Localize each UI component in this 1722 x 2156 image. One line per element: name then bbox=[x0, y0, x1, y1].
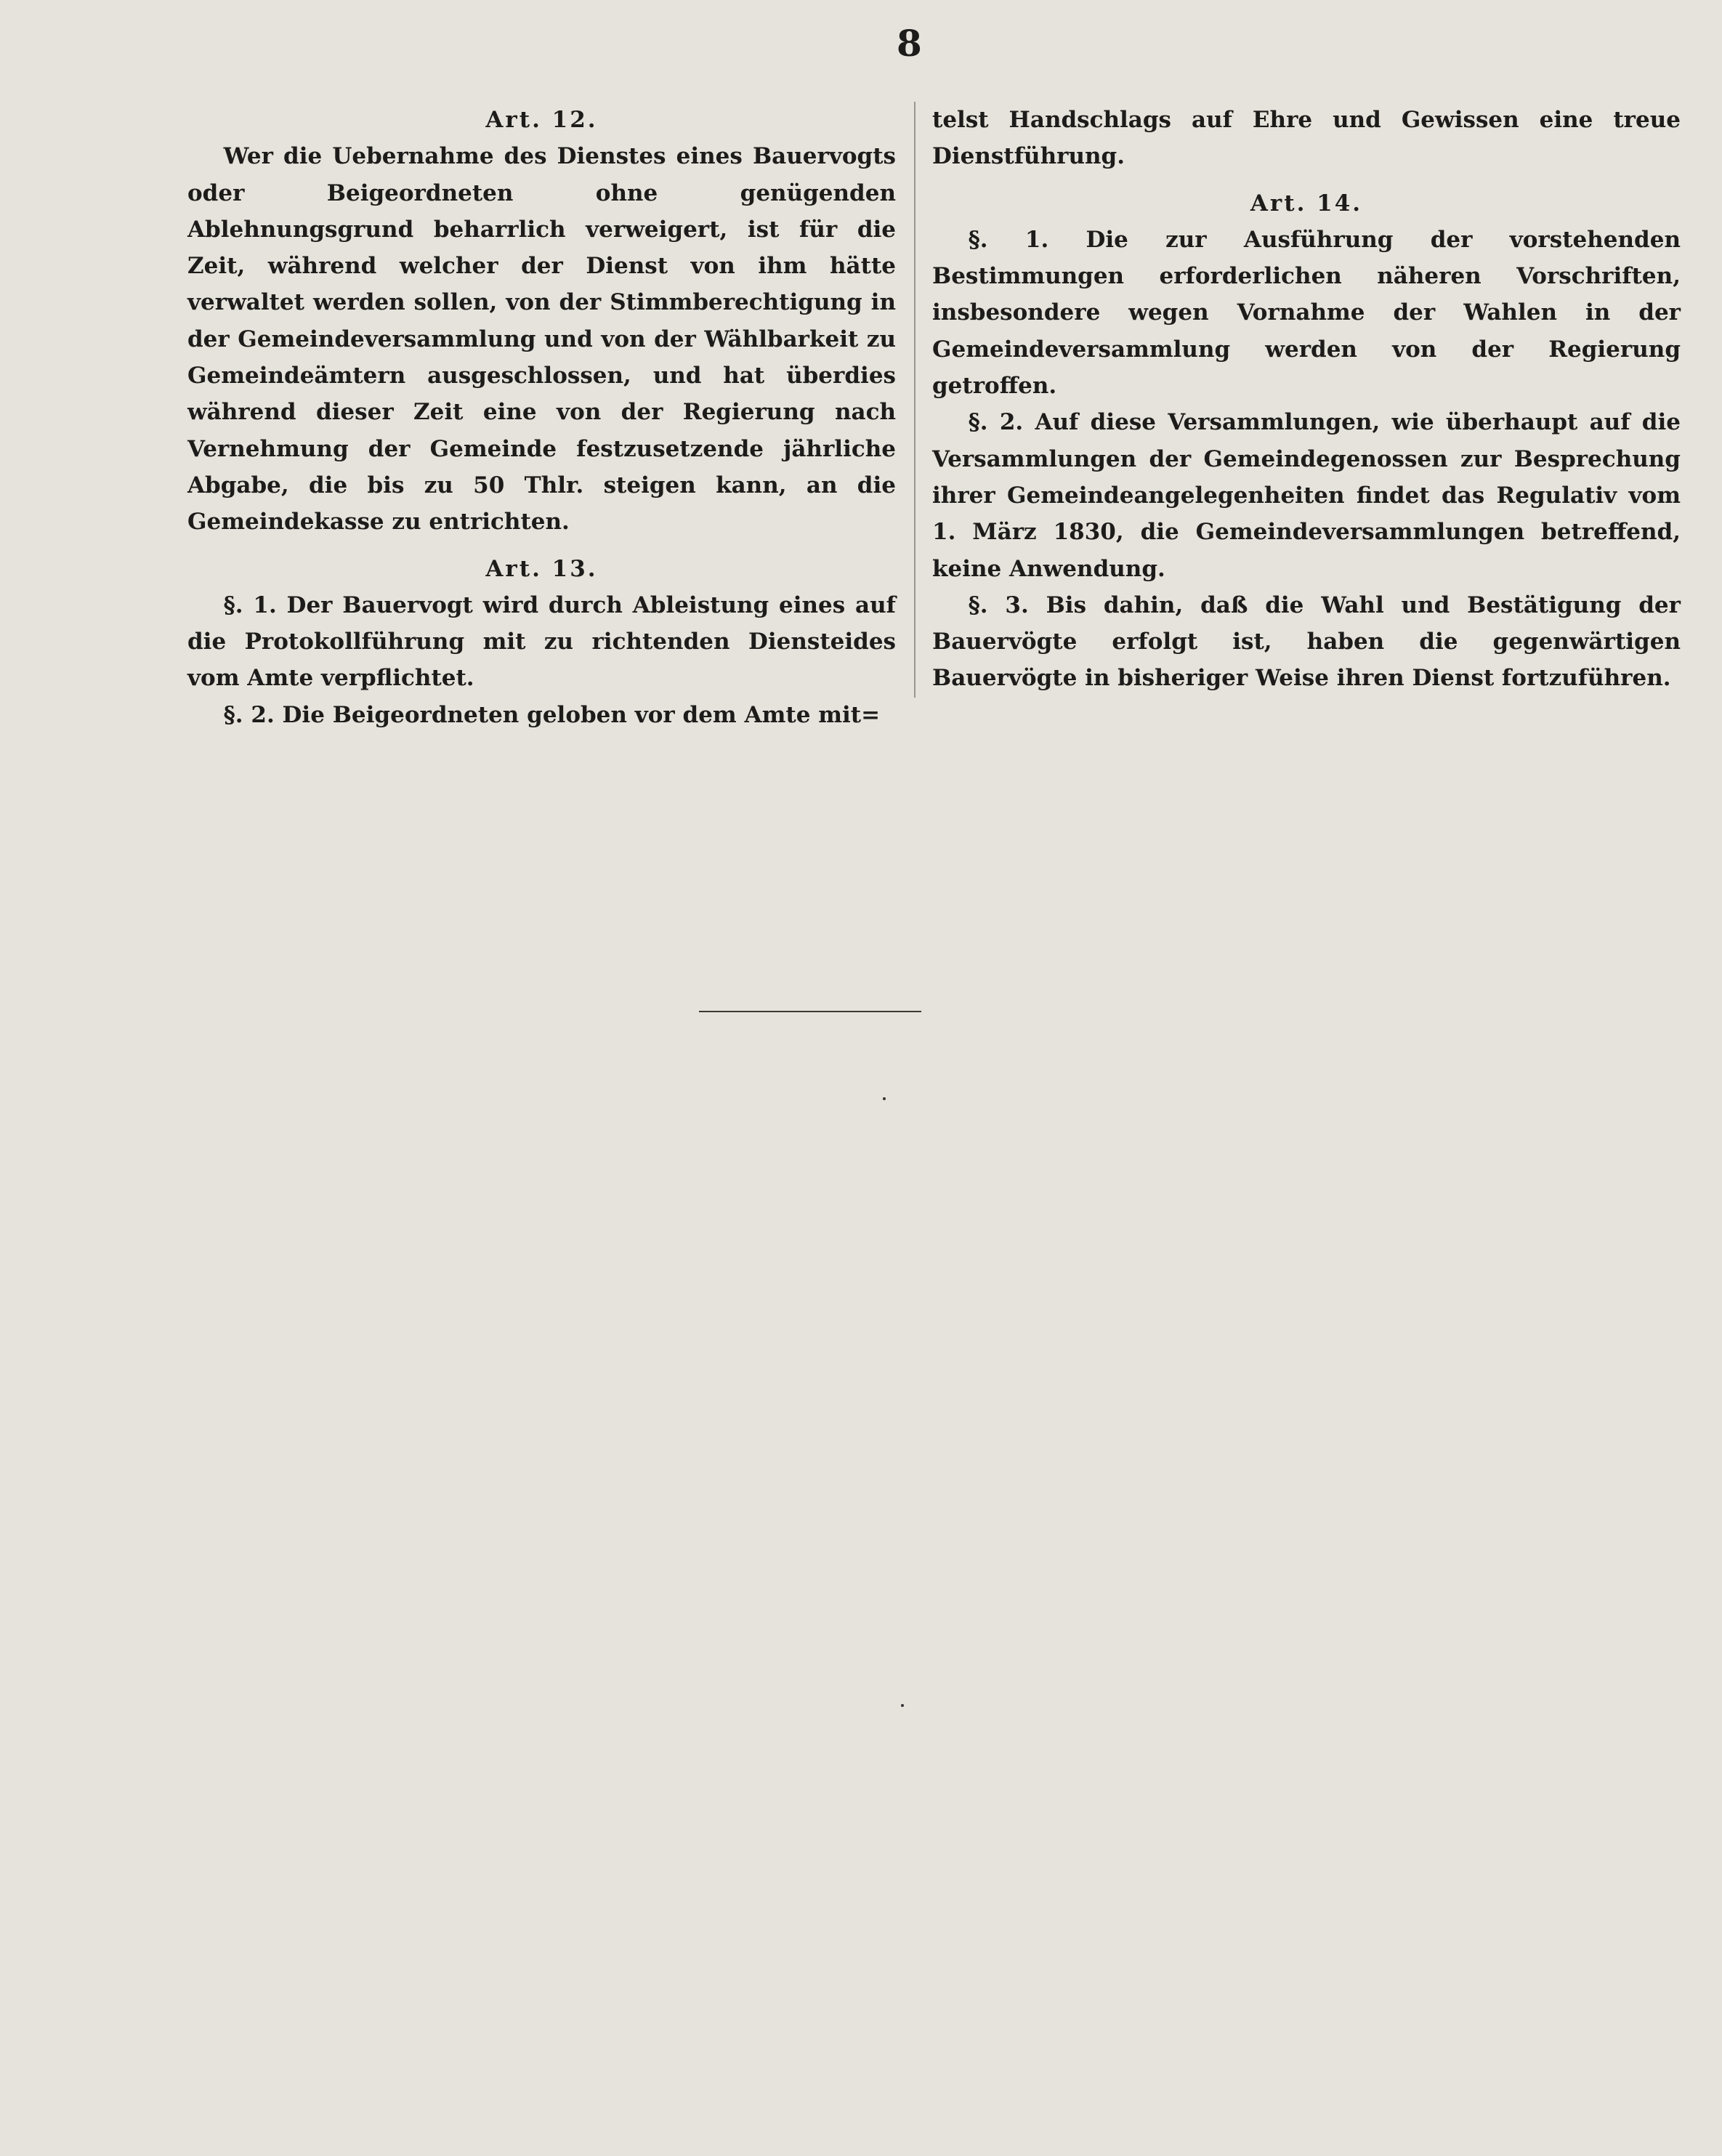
section-paragraph: §. 3. Bis dahin, daß die Wahl und Bestätigung der Bauervögte erfolgt ist, haben die gegenwärtigen Bauervögte in bisheriger Weise ihren Dienst fortzuführen. bbox=[932, 592, 1681, 692]
end-divider-rule bbox=[699, 1011, 921, 1012]
section-paragraph: §. 2. Die Beigeordneten geloben vor dem Amte mit= bbox=[223, 701, 881, 728]
column-gutter-line bbox=[914, 102, 915, 698]
article-paragraph: Wer die Uebernahme des Dienstes eines Bauervogts oder Beigeordneten ohne genügenden Ablehnungsgrund beharrlich verweigert, ist für die Zeit, während welcher der Dienst von ihm hätte verwaltet werden sollen, von der Stimmberechtigung in der Gemeindeversammlung und von der Wählbarkeit zu Gemeindeämtern ausgeschlossen, und hat überdies während dieser Zeit eine von der Regierung nach Vernehmung der Gemeinde festzusetzende jährliche Abgabe, die bis zu 50 Thlr. steigen kann, an die Gemeindekasse zu entrichten. bbox=[187, 143, 896, 536]
right-column bbox=[932, 102, 1681, 697]
article-heading: Art. 14. bbox=[1250, 190, 1363, 217]
article-heading: Art. 12. bbox=[485, 107, 598, 133]
print-speck bbox=[901, 1704, 904, 1707]
section-paragraph: §. 1. Die zur Ausführung der vorstehenden Bestimmungen erforderlichen näheren Vorschriften, insbesondere wegen Vornahme der Wahlen in der Gemeindeversammlung werden von der Regierung getroffen. bbox=[932, 226, 1681, 400]
page-number: 8 bbox=[897, 22, 922, 65]
continued-paragraph: telst Handschlags auf Ehre und Gewissen eine treue Dienstführung. bbox=[932, 107, 1681, 170]
section-paragraph: §. 2. Auf diese Versammlungen, wie überhaupt auf die Versammlungen der Gemeindegenossen zur Besprechung ihrer Gemeindeangelegenheiten findet das Regulativ vom 1. März 1830, die Gemeindeversammlungen betreffend, keine Anwendung. bbox=[932, 409, 1681, 582]
article-heading: Art. 13. bbox=[485, 555, 598, 582]
print-speck bbox=[883, 1097, 886, 1100]
left-column bbox=[187, 102, 896, 733]
section-paragraph: §. 1. Der Bauervogt wird durch Ableistung eines auf die Protokollführung mit zu richtenden Diensteides vom Amte verpflichtet. bbox=[187, 592, 896, 692]
